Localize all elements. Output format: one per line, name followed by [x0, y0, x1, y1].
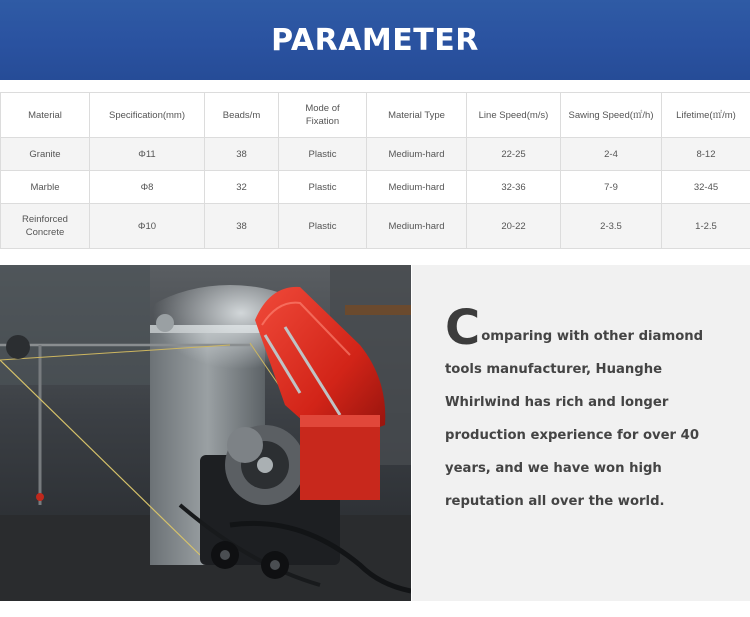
table-cell: Medium-hard — [367, 138, 467, 171]
page-title: PARAMETER — [271, 22, 479, 58]
table-cell: 8-12 — [662, 138, 750, 171]
column-header: Sawing Speed(㎡/h) — [561, 93, 662, 138]
feature-text-panel — [412, 265, 750, 601]
table-cell: Φ8 — [90, 171, 205, 204]
table-row — [1, 138, 750, 171]
column-header: Line Speed(m/s) — [467, 93, 561, 138]
table-cell: 38 — [205, 138, 279, 171]
wire-saw-illustration — [0, 265, 411, 601]
table-row — [1, 171, 750, 204]
header-banner — [0, 0, 750, 80]
table-cell: Plastic — [279, 171, 367, 204]
column-header: Specification(mm) — [90, 93, 205, 138]
table-cell: 32 — [205, 171, 279, 204]
table-cell: 1-2.5 — [662, 204, 750, 249]
table-cell: 32-36 — [467, 171, 561, 204]
table-cell: Marble — [1, 171, 90, 204]
table-cell: Plastic — [279, 138, 367, 171]
column-header: Material — [1, 93, 90, 138]
table-header-row — [1, 93, 750, 138]
bottom-margin — [0, 601, 750, 617]
table-cell: Granite — [1, 138, 90, 171]
table-row — [1, 204, 750, 249]
table-cell: 22-25 — [467, 138, 561, 171]
table-cell: 2-3.5 — [561, 204, 662, 249]
table-cell: Reinforced Concrete — [1, 204, 90, 249]
column-header: Mode of Fixation — [279, 93, 367, 138]
parameter-table — [0, 92, 750, 249]
parameter-table-wrapper — [0, 92, 750, 249]
table-cell: 7-9 — [561, 171, 662, 204]
table-cell: 20-22 — [467, 204, 561, 249]
table-cell: 2-4 — [561, 138, 662, 171]
table-cell: Plastic — [279, 204, 367, 249]
dropcap-letter: C — [445, 300, 481, 356]
table-cell: 32-45 — [662, 171, 750, 204]
column-header: Beads/m — [205, 93, 279, 138]
feature-paragraph — [445, 300, 740, 518]
feature-text: omparing with other diamond tools manufacturer, Huanghe Whirlwind has rich and longer production experience for over 40 years, and we have won high reputation all over the world. — [445, 329, 704, 509]
table-cell: Φ10 — [90, 204, 205, 249]
table-cell: Medium-hard — [367, 204, 467, 249]
wire-saw-machine-photo — [0, 265, 411, 601]
table-cell: 38 — [205, 204, 279, 249]
table-cell: Medium-hard — [367, 171, 467, 204]
table-cell: Φ11 — [90, 138, 205, 171]
column-header: Material Type — [367, 93, 467, 138]
column-header: Lifetime(㎡/m) — [662, 93, 750, 138]
